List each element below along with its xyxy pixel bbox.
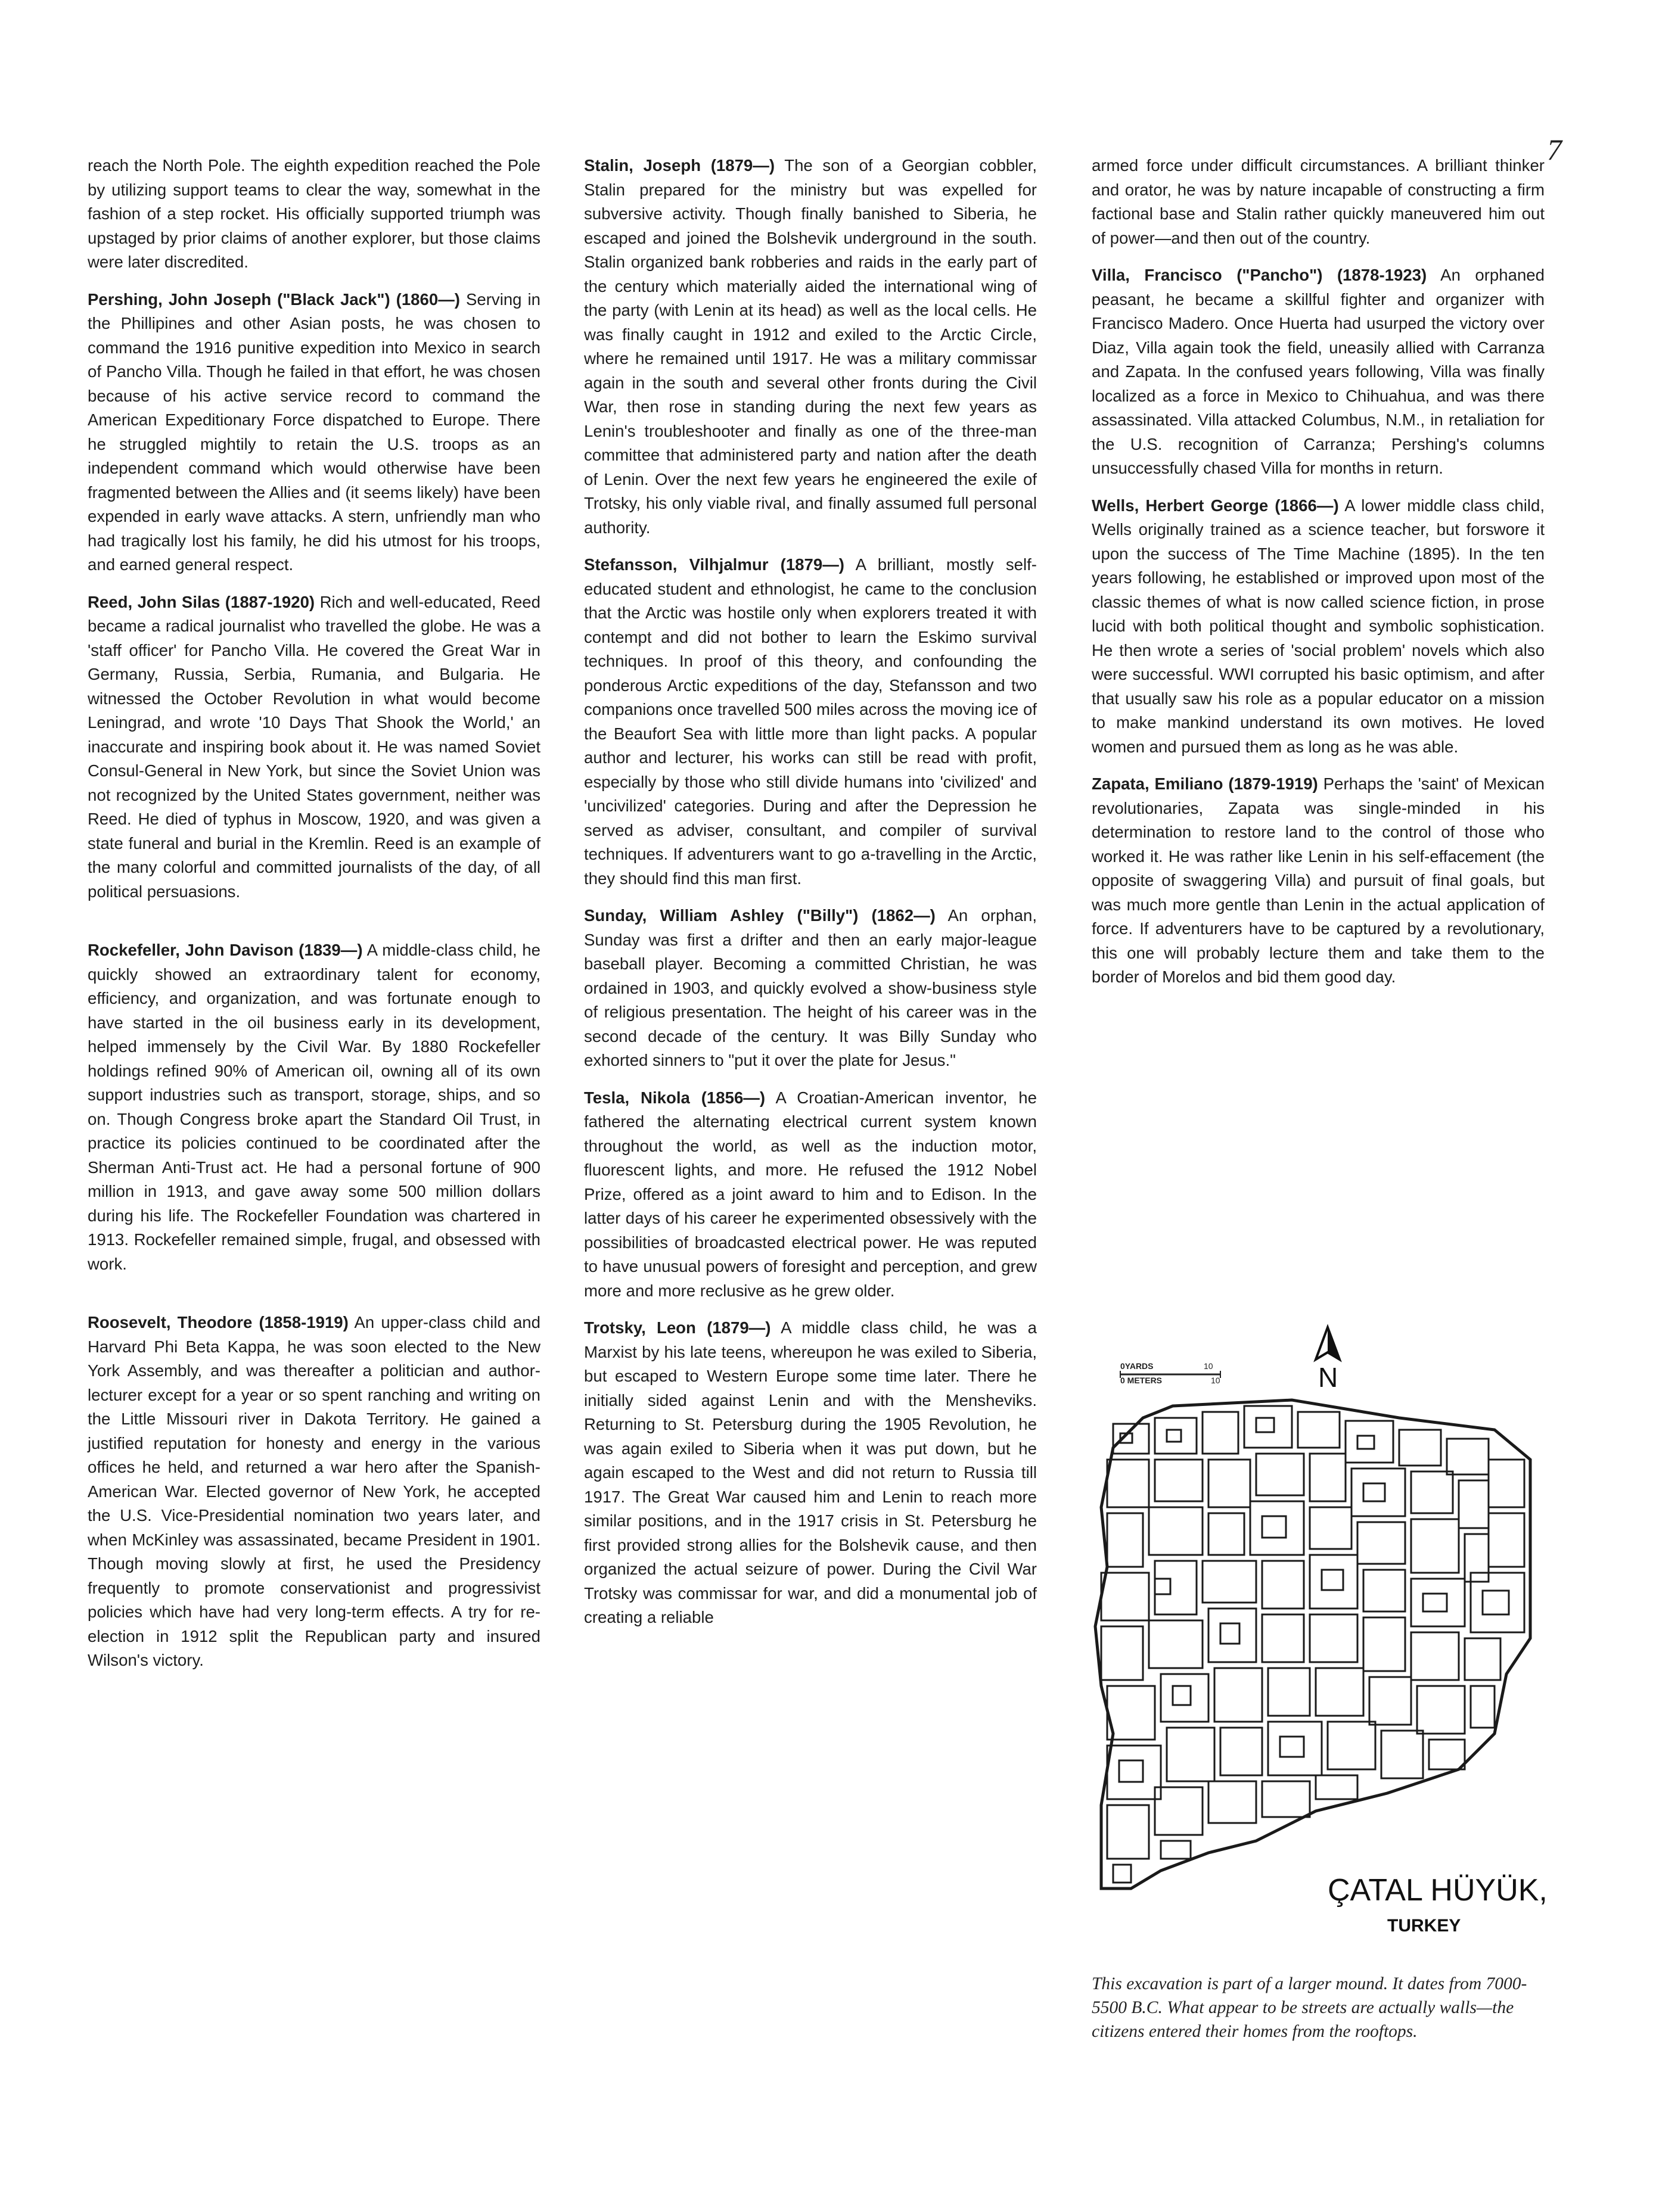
entry-roosevelt xyxy=(88,1311,540,1673)
north-arrow-icon xyxy=(1316,1327,1340,1393)
entry-heading: Sunday, William Ashley ("Billy") (1862—) xyxy=(584,906,936,925)
entry-body: An orphaned peasant, he became a skillful fighter and organizer with Francisco Madero. Once Huerta had usurped the victory over Diaz, Villa again took the field, uneasily allied with Carranza and Zapata. In the confused years following, Villa was finally localized as a force in Mexico to Chihuahua, and was there assassinated. Villa attacked Columbus, N.M., in retaliation for the U.S. recognition of Carranza; Pershing's columns unsuccessfully chased Villa for months in return. xyxy=(1092,266,1545,477)
entry-body: Perhaps the 'saint' of Mexican revolutionaries, Zapata was single-minded in his determination to restore land to the control of those who worked it. He was rather like Lenin in his self-effacement (the opposite of swaggering Villa) and pursuit of final goals, but was much more gentle than Lenin in the actual application of force. If adventurers have to be captured by a revolutionary, this one will probably lecture them and take them to the border of Morelos and bid them good day. xyxy=(1092,774,1545,986)
entry-peary-continued xyxy=(88,154,540,275)
scale-label-meters: 0 METERS xyxy=(1120,1376,1163,1385)
page-number: 7 xyxy=(1547,133,1562,166)
figure-caption: This excavation is part of a larger mound. It dates from 7000-5500 B.C. What appear to be streets are actually walls—the citizens entered their homes from the rooftops. xyxy=(1092,1974,1527,2041)
excavation-plan xyxy=(1095,1400,1530,1889)
text-column-3 xyxy=(1092,154,1545,1003)
entry-heading: Tesla, Nikola (1856—) xyxy=(584,1088,766,1107)
north-label: N xyxy=(1318,1362,1338,1393)
entry-pershing xyxy=(88,288,540,577)
scale-bar xyxy=(1120,1361,1220,1385)
entry-body: Serving in the Phillipines and other Asian posts, he was chosen to command the 1916 punitive expedition into Mexico in search of Pancho Villa. Though he failed in that effort, he was chosen because of his active service record to command the American Expeditionary Force dispatched to Europe. There he struggled mightily to retain the U.S. troops as an independent command which would otherwise have been fragmented between the Allies and (it seems likely) have been expended in early wave attacks. A stern, unfriendly man who had tragically lost his family, he did his utmost for his troops, and earned general respect. xyxy=(88,290,540,574)
text-column-1 xyxy=(88,154,540,1686)
map-subtitle: TURKEY xyxy=(1387,1916,1461,1936)
entry-body: A lower middle class child, Wells originally trained as a science teacher, but forswore it upon the success of The Time Machine (1895). In the ten years following, he established or improved upon most of the classic themes of what is now called science fiction, in prose lucid with both political thought and symbolic sophistication. He then wrote a series of 'social problem' novels which also were successful. WWI corrupted his basic optimism, and after that usually saw his role as a popular educator on a mission to make mankind understand its own motives. He loved women and pursued them as long as he was able. xyxy=(1092,496,1545,756)
entry-stefansson xyxy=(584,553,1037,891)
entry-stalin xyxy=(584,154,1037,540)
entry-wells xyxy=(1092,494,1545,760)
map-title: ÇATAL HÜYÜK, xyxy=(1328,1873,1548,1908)
entry-reed xyxy=(88,590,540,904)
catal-huyuk-map xyxy=(1077,1317,1554,1966)
entry-heading: Stalin, Joseph (1879—) xyxy=(584,156,775,175)
entry-body: A brilliant, mostly self-educated student and ethnologist, he came to the conclusion that the Arctic was hostile only when explorers treated it with contempt and did not bother to learn the Eskimo survival techniques. In proof of this theory, and confounding the ponderous Arctic expeditions of the day, Stefansson and two companions once travelled 500 miles across the moving ice of the Beaufort Sea with little more than light packs. A popular author and lecturer, his works can still be read with profit, especially by those who still divide humans into 'civilized' and 'uncivilized' categories. During and after the Depression he served as adviser, consultant, and compiler of survival techniques. If adventurers want to go a-travelling in the Arctic, they should find this man first. xyxy=(584,555,1037,888)
entry-heading: Zapata, Emiliano (1879-1919) xyxy=(1092,774,1318,793)
entry-rockefeller xyxy=(88,938,540,1276)
entry-heading: Rockefeller, John Davison (1839—) xyxy=(88,941,363,959)
scale-label-yards: 0YARDS xyxy=(1120,1361,1154,1371)
entry-body: Rich and well-educated, Reed became a radical journalist who travelled the globe. He was a 'staff officer' for Pancho Villa. He covered the Great War in Germany, Russia, Serbia, Rumania, and Bulgaria. He witnessed the October Revolution in what would become Leningrad, and wrote '10 Days That Shook the World,' an inaccurate and inspiring book about it. He was named Soviet Consul-General in New York, but since the Soviet Union was not recognized by the United States government, neither was Reed. He died of typhus in Moscow, 1920, and was given a state funeral and burial in the Kremlin. Reed is an example of the many colorful and committed journalists of the day, of all political persuasions. xyxy=(88,592,540,901)
entry-heading: Roosevelt, Theodore (1858-1919) xyxy=(88,1313,349,1331)
text-column-2 xyxy=(584,154,1037,1643)
entry-tesla xyxy=(584,1086,1037,1303)
entry-trotsky xyxy=(584,1316,1037,1630)
entry-body: reach the North Pole. The eighth expedition reached the Pole by utilizing support teams to clear the way, somewhat in the fashion of a step rocket. His officially supported triumph was upstaged by prior claims of another explorer, but those claims were later discredited. xyxy=(88,156,540,271)
entry-body: An upper-class child and Harvard Phi Beta Kappa, he was soon elected to the New York Assembly, and was thereafter a politician and author-lecturer except for a year or so spent ranching and writing on the Little Missouri river in Dakota Territory. He gained a justified reputation for honesty and energy in the various offices he held, and returned a war hero after the Spanish-American War. Elected governor of New York, he accepted the U.S. Vice-Presidential nomination two years later, and when McKinley was assassinated, became President in 1901. Though moving slowly at first, he used the Presidency frequently to promote conservationist and progressivist policies which have had very long-term effects. A try for re-election in 1912 split the Republican party and insured Wilson's victory. xyxy=(88,1313,540,1669)
entry-heading: Reed, John Silas (1887-1920) xyxy=(88,592,315,611)
entry-body: A Croatian-American inventor, he fathered the alternating electrical current system known throughout the world, as well as the induction motor, fluorescent lights, and more. He refused the 1912 Nobel Prize, offered as a joint award to him and to Edison. In the latter days of his career he experimented obsessively with the possibilities of broadcasted electrical power. He was reputed to have unusual powers of foresight and perception, and grew more and more reclusive as he grew older. xyxy=(584,1088,1037,1300)
entry-villa xyxy=(1092,263,1545,481)
entry-body: An orphan, Sunday was first a drifter and then an early major-league baseball player. Becoming a committed Christian, he was ordained in 1903, and quickly evolved a show-business style of religious presentation. The height of his career was in the second decade of the century. It was Billy Sunday who exhorted sinners to "put it over the plate for Jesus." xyxy=(584,906,1037,1069)
entry-heading: Trotsky, Leon (1879—) xyxy=(584,1318,771,1337)
scale-value-meters: 10 xyxy=(1211,1376,1220,1385)
entry-body: The son of a Georgian cobbler, Stalin prepared for the ministry but was expelled for subversive activity. Though finally banished to Siberia, he escaped and joined the Bolshevik underground in the south. Stalin organized bank robberies and raids in the early part of the century which materially aided the international wing of the party (with Lenin at its head) as well as the local cells. He was finally caught in 1912 and exiled to the Arctic Circle, where he remained until 1917. He was a military commissar again in the south and several other fronts during the Civil War, then rose in standing during the next few years as Lenin's troubleshooter and finally as one of the three-man committee that administered party and nation after the death of Lenin. Over the next few years he engineered the exile of Trotsky, his only viable rival, and finally assumed full personal authority. xyxy=(584,156,1037,537)
entry-zapata xyxy=(1092,772,1545,990)
entry-sunday xyxy=(584,904,1037,1073)
map-site-label xyxy=(1328,1873,1548,1936)
entry-trotsky-continued xyxy=(1092,154,1545,250)
scale-value-yards: 10 xyxy=(1204,1361,1213,1371)
entry-body: A middle class child, he was a Marxist by his late teens, whereupon he was exiled to Siberia, but escaped to Western Europe some time later. There he initially sided against Lenin and with the Mensheviks. Returning to St. Petersburg during the 1905 Revolution, he was again exiled to Siberia when it was put down, but he again escaped to the West and did not return to Russia till 1917. The Great War caused him and Lenin to reach more similar positions, and in the 1917 crisis in St. Petersburg he first provided strong allies for the Bolshevik cause, and then organized the actual seizure of power. During the Civil War Trotsky was commissar for war, and did a monumental job of creating a reliable xyxy=(584,1318,1037,1626)
entry-heading: Villa, Francisco ("Pancho") (1878-1923) xyxy=(1092,266,1427,284)
entry-heading: Pershing, John Joseph ("Black Jack") (1860—) xyxy=(88,290,460,309)
entry-body: armed force under difficult circumstances. A brilliant thinker and orator, he was by nature incapable of constructing a firm factional base and Stalin rather quickly maneuvered him out of power—and then out of the country. xyxy=(1092,156,1545,247)
entry-heading: Wells, Herbert George (1866—) xyxy=(1092,496,1339,515)
entry-heading: Stefansson, Vilhjalmur (1879—) xyxy=(584,555,844,574)
entry-body: A middle-class child, he quickly showed an extraordinary talent for economy, efficiency, and organization, and was fortunate enough to have started in the oil business early in its development, helped immensely by the Civil War. By 1880 Rockefeller holdings refined 90% of American oil, owning all of its own support industries such as transport, storage, ships, and so on. Though Congress broke apart the Standard Oil Trust, in practice its policies continued to be coordinated after the Sherman Anti-Trust act. He had a personal fortune of 900 million in 1913, and gave away some 500 million dollars during his life. The Rockefeller Foundation was chartered in 1913. Rockefeller remained simple, frugal, and obsessed with work. xyxy=(88,941,540,1273)
